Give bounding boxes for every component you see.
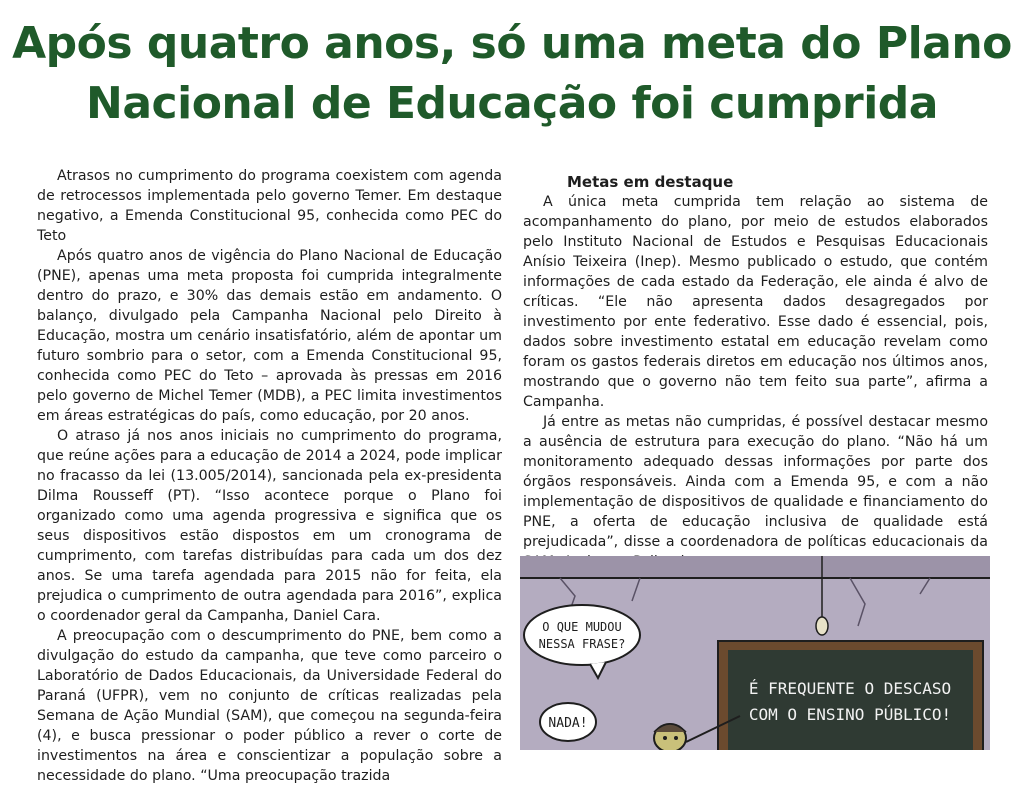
teacher-eye (663, 736, 667, 740)
right-column (523, 172, 988, 592)
paragraph: A única meta cumprida tem relação ao sistema de acompanhamento do plano, por meio de estudos elaborados pelo Instituto Nacional de Estudos e Pesquisas Educacionais Anísio Teixeira (Inep). Mesmo publicado o estudo, que contém informações de cada estado da Federação, ele ainda é alvo de críticas. “Ele não apresenta dados desagregados por investimento por ente federativo. Esse dado é essencial, pois, dados sobre investimento estatal em educação revelam como foram os gastos federais diretos em educação nos últimos anos, mostrando que o governo não tem feito sua parte”, afirma a Campanha. (523, 194, 988, 410)
speech-bubble-question (524, 605, 640, 665)
cartoon-drawing (520, 556, 990, 750)
bubble-question-line-2: NESSA FRASE? (538, 637, 626, 651)
paragraph: Após quatro anos de vigência do Plano Nacional de Educação (PNE), apenas uma meta proposta foi cumprida integralmente dentro do prazo, e 30% das demais estão em andamento. O balanço, divulgado pela Campanha Nacional pelo Direito à Educação, mostra um cenário insatisfatório, além de apontar um futuro sombrio para o setor, com a Emenda Constitucional 95, conhecida como PEC do Teto – aprovada às pressas em 2016 pelo governo de Michel Temer (MDB), a PEC limita investimentos em áreas estratégicas do país, como educação, por 20 anos. (37, 248, 502, 424)
bubble-question-line-1: O QUE MUDOU (542, 620, 622, 634)
left-column (37, 166, 502, 786)
board-text-line-1: É FREQUENTE O DESCASO (748, 679, 952, 698)
paragraph: O atraso já nos anos iniciais no cumprimento do programa, que reúne ações para a educação de 2014 a 2024, pode implicar no fracasso da lei (13.005/2014), sancionada pela ex-presidenta Dilma Rousseff (PT). “Isso acontece porque o Plano foi organizado como uma agenda progressiva e significa que os seus dispositivos estão dispostos em um cronograma de cumprimento, com tarefas distribuídas para cada um dos dez anos. Se uma tarefa agendada para 2015 não for feita, ela prejudica o cumprimento de outra agendada para 2016”, explica o coordenador geral da Campanha, Daniel Cara. (37, 428, 502, 624)
paragraph: Atrasos no cumprimento do programa coexistem com agenda de retrocessos implementada pelo governo Temer. Em destaque negativo, a Emenda Constitucional 95, conhecida como PEC do Teto (37, 168, 502, 244)
headline-line-1: Após quatro anos, só uma meta do Plano (12, 18, 1012, 69)
headline (0, 14, 1024, 134)
headline-line-2: Nacional de Educação foi cumprida (86, 78, 938, 129)
cartoon-illustration (520, 556, 990, 750)
paragraph: Já entre as metas não cumpridas, é possível destacar mesmo a ausência de estrutura para execução do plano. “Não há um monitoramento adequado dessas informações por parte dos órgãos responsáveis. Ainda com a Emenda 95, e com a não implementação de dispositivos de qualidade e financiamento do PNE, a oferta de educação inclusiva de qualidade está prejudicada”, disse a coordenadora de políticas educacionais da (523, 414, 988, 550)
ceiling (520, 556, 990, 578)
paragraph: A preocupação com o descumprimento do PNE, bem como a divulgação do estudo da campanha, que teve como parceiro o Laboratório de Dados Educacionais, da Universidade Federal do Paraná (UFPR), vem no conjunto de críticas realizadas pela Semana de Ação Mundial (SAM), que começou na segunda-feira (4), e busca pressionar o poder público a rever o corte de investimentos na área e conscientizar a população sobre a necessidade do plano. “Uma preocupação trazida (37, 628, 502, 784)
teacher-eye (674, 736, 678, 740)
bubble-answer-text: NADA! (548, 716, 588, 731)
chalkboard (728, 650, 973, 750)
board-text-line-2: COM O ENSINO PÚBLICO! (748, 705, 952, 724)
light-bulb-icon (816, 617, 828, 635)
section-subheading: Metas em destaque (567, 173, 734, 191)
